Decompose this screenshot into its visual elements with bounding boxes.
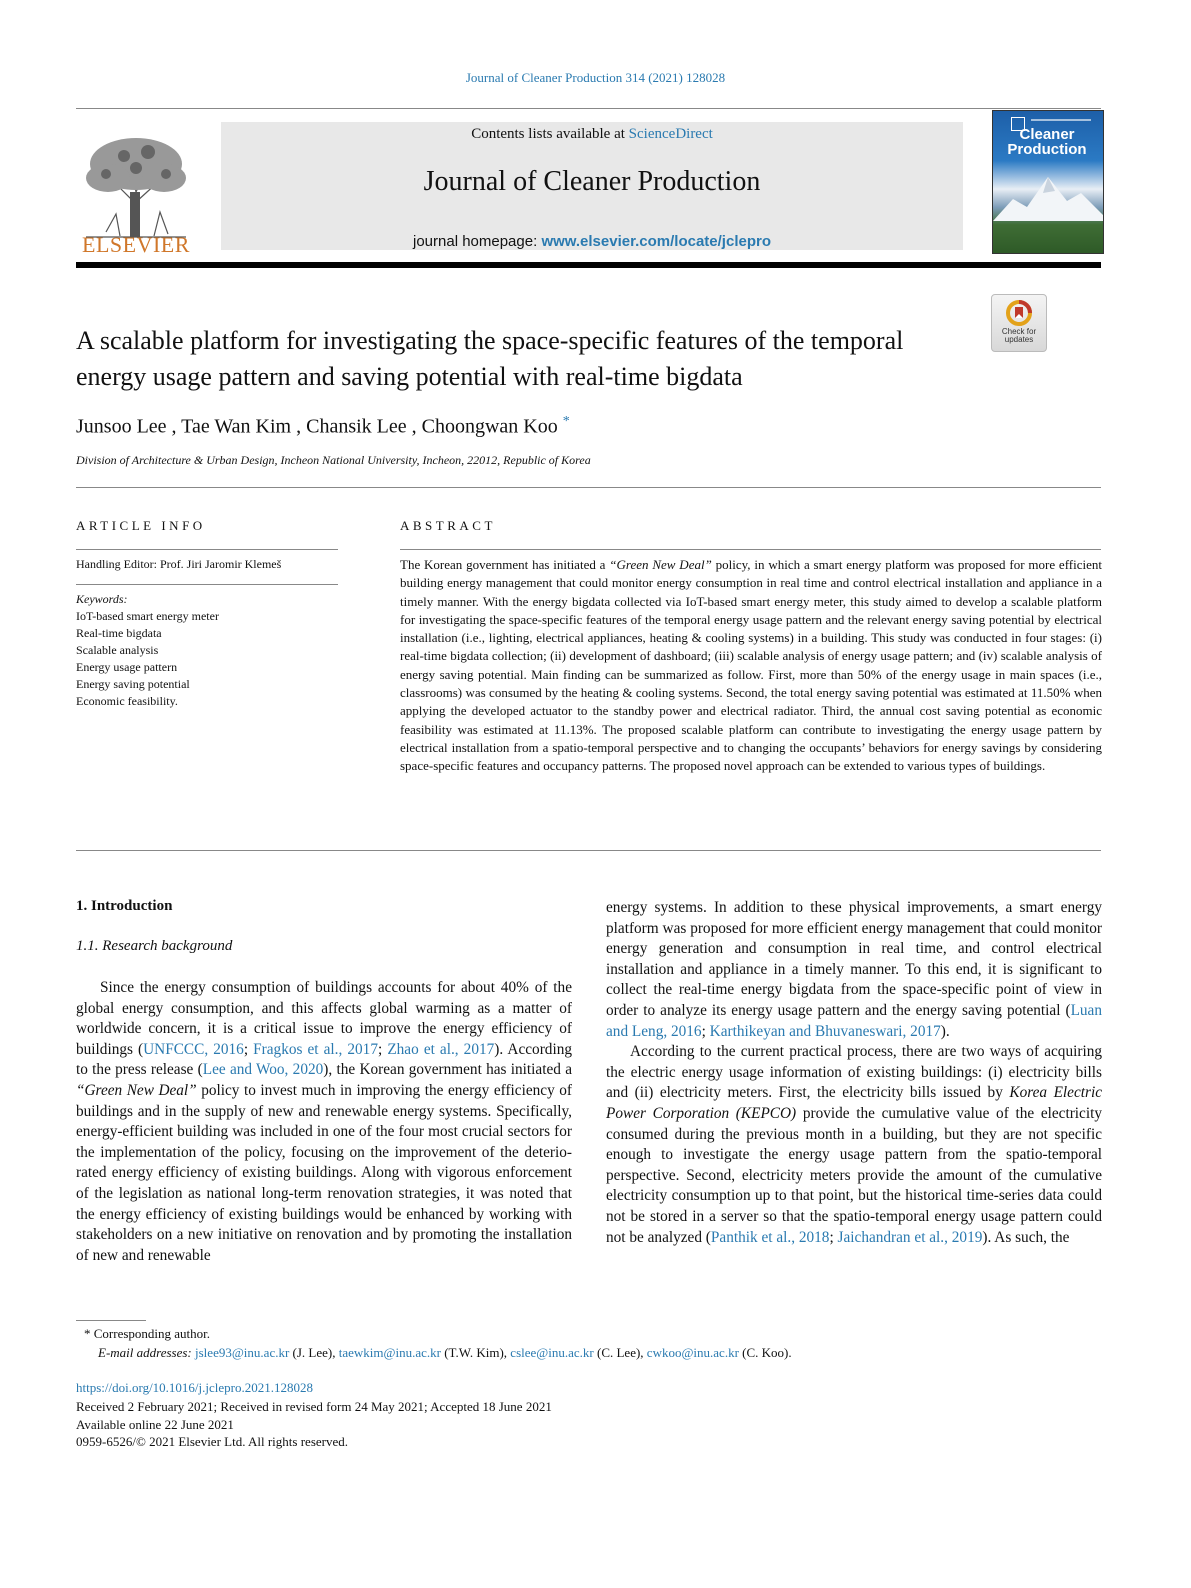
keyword-item: Energy saving potential: [76, 677, 190, 691]
keyword-item: Economic feasibility.: [76, 694, 178, 708]
journal-reference[interactable]: Journal of Cleaner Production 314 (2021) 128028: [465, 70, 726, 85]
email-link[interactable]: jslee93@inu.ac.kr: [195, 1345, 290, 1360]
header-thick-rule: [76, 262, 1101, 268]
paragraph: Since the energy consumption of buildings accounts for about 40% of the global energy consumption, and this affects global warming as a matter of worldwide concern, it is a critical issue to improve the energy efficiency of buildings (UNFCCC, 2016; Fragkos et al., 2017; Zhao et al., 2017). According to the press release (Lee and Woo, 2020), the Korean government has initiated a “Green New Deal” policy to invest much in improving the energy efficiency of buildings and in the supply of new and renewable energy systems. Specifically, energy-efficient building was included in one of the four most crucial sectors for the implementation of the policy, focusing on the improvement of the deteriorated energy efficiency of existing buildings. Along with vigorous enforcement of the legislation as national long-term renovation strategies, it was noted that the energy efficiency of existing buildings would be enhanced by working with stakeholders on a new initiative on renovation and by promoting the installation of new and renewable: [76, 979, 572, 1264]
header-rule: [76, 108, 1101, 109]
available-online: Available online 22 June 2021: [76, 1417, 234, 1432]
abstract-bottom-rule: [76, 850, 1101, 851]
check-updates-icon: [1005, 299, 1033, 327]
article-info-heading: ARTICLE INFO: [76, 518, 206, 533]
author-affiliation: Division of Architecture & Urban Design, Incheon National University, Incheon, 22012, Republic of Korea: [76, 453, 591, 467]
received-dates: Received 2 February 2021; Received in revised form 24 May 2021; Accepted 18 June 2021: [76, 1399, 552, 1414]
keywords-label: Keywords:: [76, 592, 128, 606]
author-list: Junsoo Lee , Tae Wan Kim , Chansik Lee , Choongwan Koo *: [76, 414, 570, 438]
copyright: 0959-6526/© 2021 Elsevier Ltd. All rights reserved.: [76, 1434, 348, 1449]
contents-line: Contents lists available at ScienceDirect: [471, 126, 713, 142]
title-rule: [76, 487, 1101, 488]
handling-editor: Handling Editor: Prof. Jiri Jaromir Klemeš: [76, 557, 282, 571]
keyword-item: Energy usage pattern: [76, 660, 178, 674]
doi-link[interactable]: https://doi.org/10.1016/j.jclepro.2021.128028: [76, 1380, 314, 1395]
journal-cover-image[interactable]: [992, 110, 1104, 254]
article-info-rule: [76, 549, 338, 550]
corresponding-author-mark[interactable]: *: [562, 414, 570, 429]
email-link[interactable]: taewkim@inu.ac.kr: [338, 1345, 441, 1360]
publisher-wordmark: ELSEVIER: [82, 232, 190, 257]
email-link[interactable]: cslee@inu.ac.kr: [510, 1345, 594, 1360]
paragraph: energy systems. In addition to these physical improvements, a smart energy platform was proposed for more efficient energy management that could monitor energy generation and consumption in real time, and control electrical installation and appliance in a timely manner. To this end, it is significant to collect the real-time energy bigdata from the space-specific point of view in order to analyze its energy usage pattern and the energy saving potential (Luan and Leng, 2016; Karthikeyan and Bhuvaneswari, 2017).: [606, 899, 1102, 1040]
email-link[interactable]: cwkoo@inu.ac.kr: [646, 1345, 739, 1360]
section-heading-introduction: 1. Introduction: [76, 898, 173, 914]
email-addresses: E-mail addresses: jslee93@inu.ac.kr (J. Lee), taewkim@inu.ac.kr (T.W. Kim), cslee@inu.ac.kr (C. Lee), cwkoo@inu.ac.kr (C. Koo).: [98, 1345, 792, 1360]
cover-topline: [1031, 119, 1091, 121]
keyword-item: Real-time bigdata: [76, 626, 162, 640]
keyword-item: Scalable analysis: [76, 643, 159, 657]
journal-homepage: journal homepage: www.elsevier.com/locate/jclepro: [413, 233, 771, 250]
keywords-block: [76, 591, 338, 710]
citation-link[interactable]: Panthik et al., 2018: [710, 1228, 830, 1246]
mountain-icon: [993, 171, 1103, 221]
cover-title: Cleaner Production: [1007, 126, 1087, 158]
article-title: A scalable platform for investigating the space-specific features of the temporal energy usage pattern and saving potential with real-time bigdata: [76, 326, 904, 391]
abstract-rule: [400, 549, 1101, 550]
body-right-column: [606, 898, 1102, 1248]
citation-link[interactable]: UNFCCC, 2016: [143, 1040, 244, 1058]
citation-link[interactable]: Lee and Woo, 2020: [202, 1061, 324, 1079]
corresponding-author-note: * Corresponding author.: [84, 1326, 211, 1341]
journal-title: Journal of Cleaner Production: [423, 166, 761, 197]
citation-link[interactable]: Jaichandran et al., 2019: [837, 1228, 983, 1246]
keyword-item: IoT-based smart energy meter: [76, 609, 219, 623]
citation-link[interactable]: Luan and Leng, 2016: [606, 1001, 1102, 1040]
citation-link[interactable]: Karthikeyan and Bhuvaneswari, 2017: [709, 1022, 941, 1040]
check-updates-label: Check for updates: [1001, 327, 1037, 344]
homepage-link[interactable]: www.elsevier.com/locate/jclepro: [541, 233, 771, 250]
subsection-heading-research-background: 1.1. Research background: [76, 938, 233, 954]
keywords-rule: [76, 584, 338, 585]
abstract-heading: ABSTRACT: [400, 518, 496, 533]
body-left-column: [76, 978, 572, 1266]
check-for-updates-button[interactable]: [991, 294, 1047, 352]
abstract-text: The Korean government has initiated a “Green New Deal” policy, in which a smart energy platform was proposed for more efficient building energy management that could monitor energy consumption in real time and control electrical installation and appliance in a timely manner. With the energy bigdata collected via IoT-based smart energy meter, this study aimed to develop a scalable platform for investigating the space-specific features of the temporal energy usage pattern and the relevant energy saving potential by electrical installation (i.e., lighting, electrical appliances, heating & cooling systems) in a building. This study was conducted in four stages: (i) real-time bigdata collection; (ii) development of dashboard; (iii) scalable analysis of energy usage pattern; and (iv) scalable analysis of energy saving potential. Main finding can be summarized as follow. First, more than 50% of the energy usage in main spaces (i.e., classrooms) was consumed by the heating & cooling systems. Second, the total energy saving potential was estimated at 11.50% when applying the developed actuator to the standby power and electrical radiator. Third, the annual cost saving potential as economic feasibility was estimated at 11.13%. The proposed scalable platform can contribute to investigating the energy usage pattern by electrical installation from a spatio-temporal perspective and to changing the occupants’ behaviors for energy savings by considering space-specific features and occupancy patterns. The proposed novel approach can be extended to various types of buildings.: [400, 557, 1102, 774]
citation-link[interactable]: Zhao et al., 2017: [387, 1040, 495, 1058]
citation-link[interactable]: Fragkos et al., 2017: [253, 1040, 378, 1058]
paragraph: According to the current practical process, there are two ways of acquiring the electric energy usage information of existing buildings: (i) electricity bills and (ii) electricity meters. First, the electricity bills issued by Korea Electric Power Corporation (KEPCO) provide the cumulative value of the electricity consumed during the previous month in a building, but they are not specific enough to investigate the energy usage pattern from the spatio-temporal perspective. Second, electricity meters provide the amount of the cumulative electricity consumption up to that point, but the historical time-series data could not be stored in a server so that the spatio-temporal energy usage pattern could not be analyzed (Panthik et al., 2018; Jaichandran et al., 2019). As such, the: [606, 1043, 1102, 1246]
footnote-rule: [76, 1320, 146, 1321]
sciencedirect-link[interactable]: ScienceDirect: [628, 126, 713, 142]
